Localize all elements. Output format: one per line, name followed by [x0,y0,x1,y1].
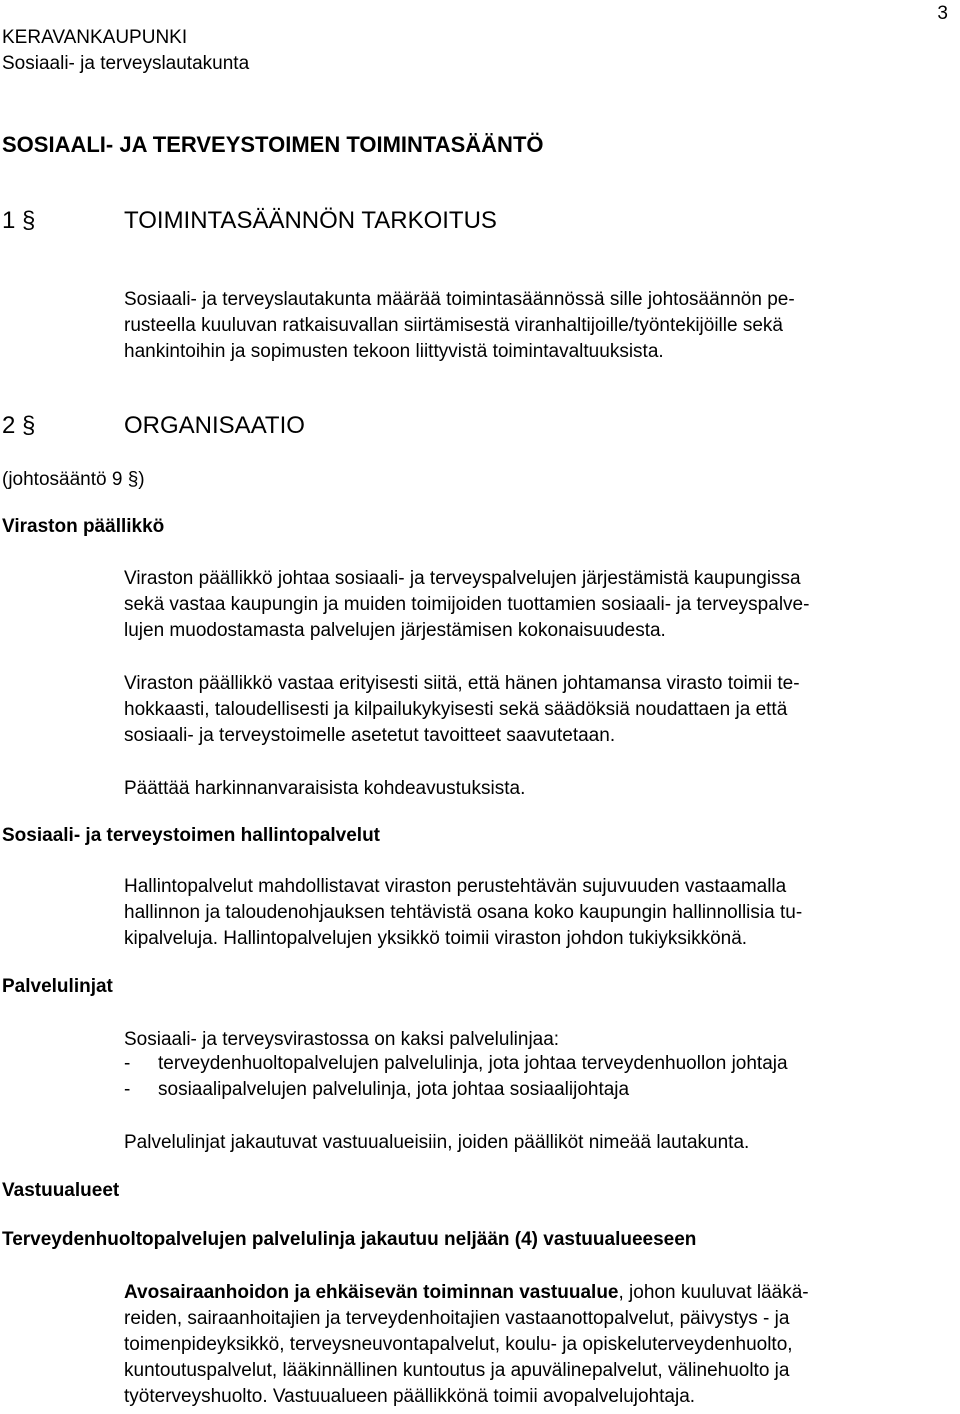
page-number: 3 [937,3,948,24]
paragraph-line: sosiaali- ja terveystoimelle asetetut tavoitteet saavutetaan. [124,725,616,746]
viraston-paallikko-label: Viraston päällikkö [2,516,165,537]
palvelulinjat-note: Palvelulinjat jakautuvat vastuualueisiin, joiden päälliköt nimeää lautakunta. [124,1132,750,1153]
vastuualueet-label: Vastuualueet [2,1180,120,1201]
board-name: Sosiaali- ja terveyslautakunta [2,53,250,74]
palvelulinjat-label: Palvelulinjat [2,976,113,997]
paragraph-line: rusteella kuuluvan ratkaisuvallan siirtämisestä viranhaltijoille/työntekijöille sekä [124,315,783,336]
section-2-heading: ORGANISAATIO [124,412,305,439]
paragraph-line: lujen muodostamasta palvelujen järjestämisen kokonaisuudesta. [124,620,666,641]
section-2-number: 2 § [2,412,36,439]
hallintopalvelut-paragraph [124,874,940,952]
paragraph-text: , johon kuuluvat lääkä- [618,1282,809,1303]
viraston-paallikko-paragraph-2 [124,671,940,749]
paragraph-line: sekä vastaa kaupungin ja muiden toimijoiden tuottamien sosiaali- ja terveyspalve- [124,594,810,615]
document-title: SOSIAALI- JA TERVEYSTOIMEN TOIMINTASÄÄNTÖ [2,132,544,157]
vastuualueet-subheading: Terveydenhuoltopalvelujen palvelulinja jakautuu neljään (4) vastuualueeseen [2,1229,697,1250]
vastuualue-name: Avosairaanhoidon ja ehkäisevän toiminnan vastuualue [124,1282,619,1303]
list-dash: - [124,1079,131,1100]
list-item: terveydenhuoltopalvelujen palvelulinja, jota johtaa terveydenhuollon johtaja [158,1053,788,1074]
organization-name: KERAVANKAUPUNKI [2,27,188,48]
section-2-reference: (johtosääntö 9 §) [2,469,145,490]
section-1-number: 1 § [2,207,36,234]
paragraph-line [124,1280,940,1306]
paragraph-line: kipalveluja. Hallintopalvelujen yksikkö toimii viraston johdon tukiyksikkönä. [124,928,748,949]
paragraph-line: hankintoihin ja sopimusten tekoon liittyvistä toimintavaltuuksista. [124,341,664,362]
palvelulinjat-intro: Sosiaali- ja terveysvirastossa on kaksi palvelulinjaa: [124,1029,560,1050]
list-dash: - [124,1053,131,1074]
paragraph-line: hallinnon ja taloudenohjauksen tehtävistä osana koko kaupungin hallinnollisia tu- [124,902,803,923]
avosairaanhoito-paragraph [124,1280,940,1410]
paragraph-line: hokkaasti, taloudellisesti ja kilpailukykyisesti sekä säädöksiä noudattaen ja että [124,699,788,720]
viraston-paallikko-paragraph-1 [124,566,940,644]
viraston-paallikko-paragraph-3: Päättää harkinnanvaraisista kohdeavustuksista. [124,778,526,799]
paragraph-line: Viraston päällikkö vastaa erityisesti siitä, että hänen johtamansa virasto toimii te- [124,673,800,694]
hallintopalvelut-label: Sosiaali- ja terveystoimen hallintopalvelut [2,825,381,846]
list-item: sosiaalipalvelujen palvelulinja, jota johtaa sosiaalijohtaja [158,1079,630,1100]
paragraph-line: Sosiaali- ja terveyslautakunta määrää toimintasäännössä sille johtosäännön pe- [124,289,795,310]
paragraph-line: kuntoutuspalvelut, lääkinnällinen kuntoutus ja apuvälinepalvelut, välinehuolto ja [124,1360,790,1381]
paragraph-line: Viraston päällikkö johtaa sosiaali- ja terveyspalvelujen järjestämistä kaupungissa [124,568,801,589]
section-1-paragraph [124,287,940,365]
paragraph-line: toimenpideyksikkö, terveysneuvontapalvelut, koulu- ja opiskeluterveydenhuolto, [124,1334,793,1355]
paragraph-line: työterveyshuolto. Vastuualueen päällikkönä toimii avopalvelujohtaja. [124,1386,696,1407]
section-1-heading: TOIMINTASÄÄNNÖN TARKOITUS [124,207,497,234]
paragraph-line: reiden, sairaanhoitajien ja terveydenhoitajien vastaanottopalvelut, päivystys - ja [124,1308,790,1329]
paragraph-line: Hallintopalvelut mahdollistavat viraston perustehtävän sujuvuuden vastaamalla [124,876,787,897]
